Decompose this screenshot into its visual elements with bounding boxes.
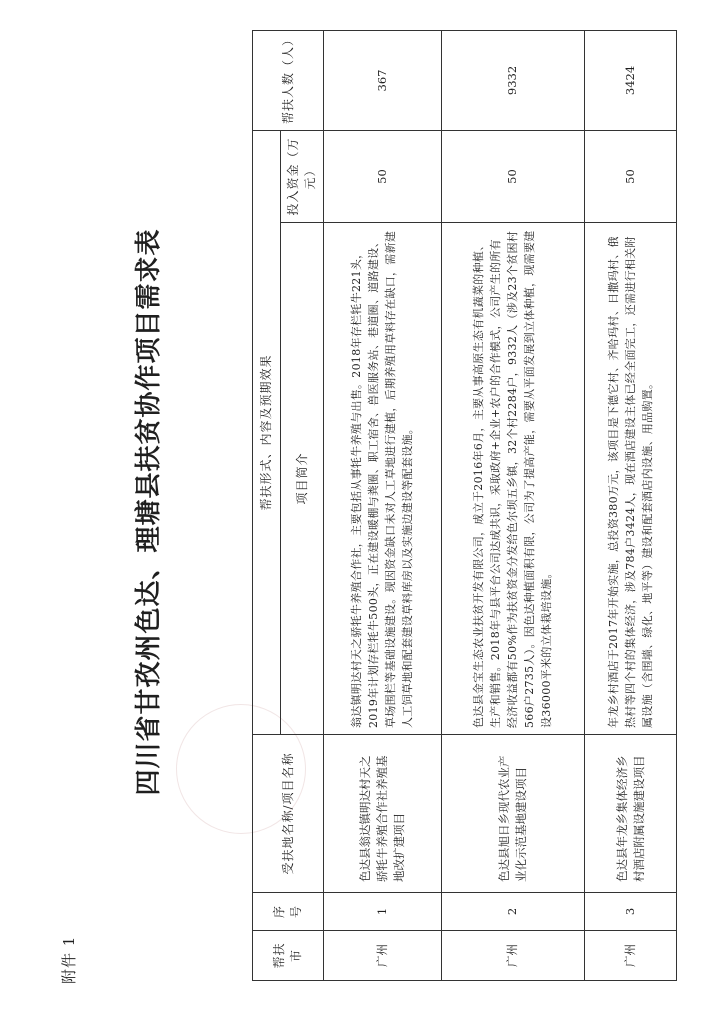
page-title: 四川省甘孜州色达、理塘县扶贫协作项目需求表 bbox=[134, 228, 164, 796]
cell-city: 广州 bbox=[324, 931, 442, 981]
cell-funds: 50 bbox=[324, 130, 442, 222]
cell-project-name: 色达县旭日乡现代农业产业化示范基地建设项目 bbox=[441, 735, 585, 893]
header-project: 受扶地名称/项目名称 bbox=[253, 735, 324, 893]
cell-intro: 年龙乡村酒店于2017年开始实施，总投资380万元，该项目是下德它村、齐哈玛村、日撒玛村、俄热村等四个村的集体经济，涉及784户3424人，现在酒店建设主体已经全面完工，还需进行相关附属设施（含围墙、绿化、地平等）建设和配套酒店内设施、用品购置。 bbox=[585, 223, 677, 735]
cell-seq: 1 bbox=[324, 893, 442, 931]
cell-project-name: 色达县翁达镇明达村天之骄牦牛养殖合作社养殖基地改扩建项目 bbox=[324, 735, 442, 893]
cell-people: 367 bbox=[324, 30, 442, 130]
attachment-label: 附件 1 bbox=[60, 935, 78, 984]
project-table bbox=[252, 30, 677, 981]
cell-intro: 色达县金宝生态农业扶贫开发有限公司，成立于2016年6月，主要从事高原生态有机蔬菜的种植、生产和销售。2018年与县平台公司达成共识，采取政府+企业+农户的合作模式，公司产生的所有经济收益都有50%作为扶贫资金分发给色尔坝五乡镇，32个村2284户，9332人（涉及23个贫困村566户2735人）。因色达种植面积有限，公司为了提高产能，需要从平面发展到立体种植，现需要建设36000平米的立体栽培设施。 bbox=[441, 223, 585, 735]
cell-project-name: 色达县年龙乡集体经济乡村酒店附属设施建设项目 bbox=[585, 735, 677, 893]
header-city: 帮扶市 bbox=[253, 931, 324, 981]
header-seq: 序号 bbox=[253, 893, 324, 931]
cell-funds: 50 bbox=[441, 130, 585, 222]
header-intro: 项目简介 bbox=[281, 223, 324, 735]
cell-city: 广州 bbox=[441, 931, 585, 981]
table-row bbox=[324, 30, 442, 980]
header-form-group: 帮扶形式、内容及预期效果 bbox=[253, 130, 281, 734]
header-people: 帮扶人数（人） bbox=[253, 30, 324, 130]
table-row bbox=[585, 30, 677, 980]
cell-people: 9332 bbox=[441, 30, 585, 130]
cell-intro: 翁达镇明达村天之骄牦牛养殖合作社，主要包括从事牦牛养殖与出售。2018年存栏牦牛221头，2019年计划存栏牦牛500头，正在建设暖棚与粪圈、职工宿舍、兽医服务站、巷道圈、道路建设、草场围栏等基础设施建设。现因资金缺口未对人工草地进行建植，后期养殖用草料存在缺口，需新建人工饲草地和配套建设草料库房以及实施边建设等配套设施。 bbox=[324, 223, 442, 735]
cell-seq: 2 bbox=[441, 893, 585, 931]
table-row bbox=[441, 30, 585, 980]
cell-funds: 50 bbox=[585, 130, 677, 222]
cell-city: 广州 bbox=[585, 931, 677, 981]
cell-people: 3424 bbox=[585, 30, 677, 130]
cell-seq: 3 bbox=[585, 893, 677, 931]
header-funds: 投入资金（万元） bbox=[281, 130, 324, 222]
